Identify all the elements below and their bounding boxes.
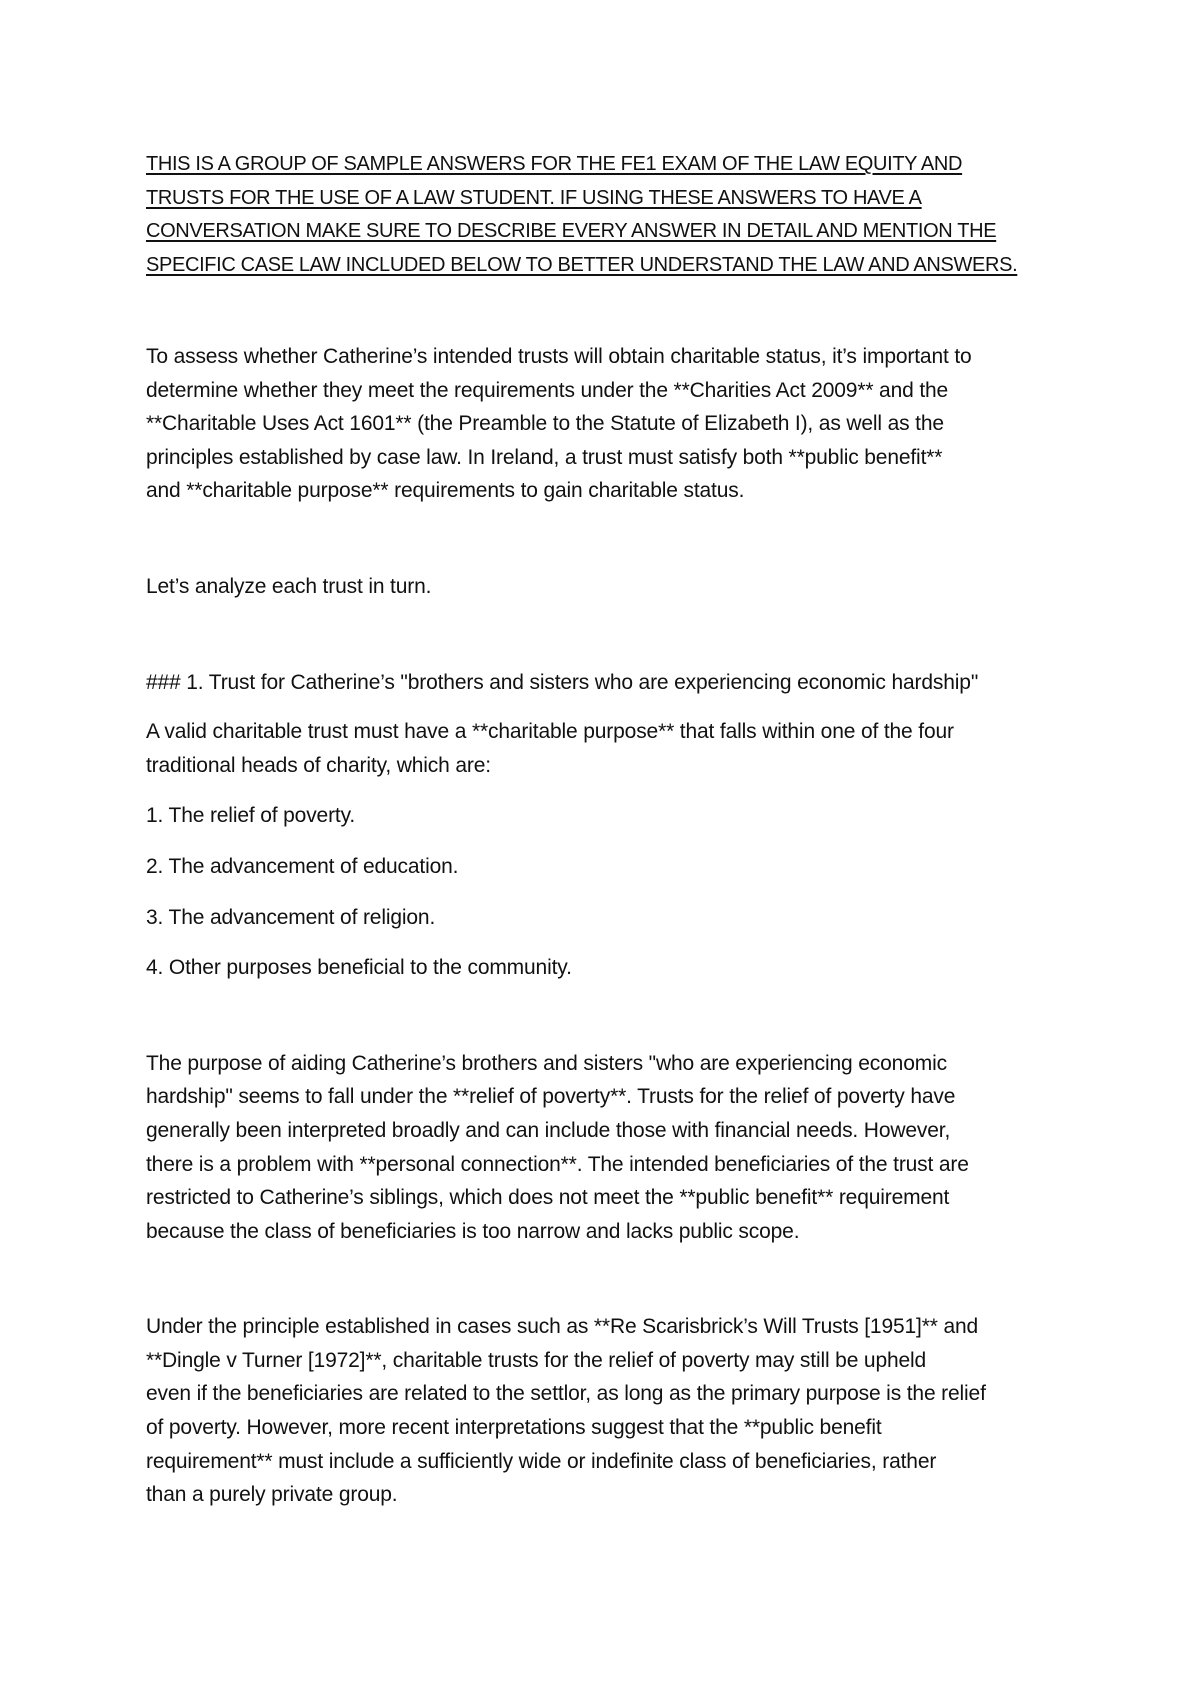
intro-line: **Charitable Uses Act 1601** (the Preamble to the Statute of Elizabeth I), as well as the	[146, 412, 944, 436]
heading-line: SPECIFIC CASE LAW INCLUDED BELOW TO BETTER UNDERSTAND THE LAW AND ANSWERS.	[146, 253, 1018, 276]
intro-line: and **charitable purpose** requirements to gain charitable status.	[146, 479, 745, 503]
principle-line: than a purely private group.	[146, 1483, 398, 1507]
aiding-line: restricted to Catherine’s siblings, which does not meet the **public benefit** requirement	[146, 1186, 950, 1210]
principle-line: of poverty. However, more recent interpretations suggest that the **public benefit	[146, 1416, 882, 1440]
intro-line: principles established by case law. In Ireland, a trust must satisfy both **public benefit**	[146, 445, 943, 469]
spacer	[146, 884, 1076, 901]
spacer	[146, 1248, 1076, 1310]
principle-line: Under the principle established in cases such as **Re Scarisbrick’s Will Trusts [1951]** and	[146, 1315, 979, 1339]
heading-line: TRUSTS FOR THE USE OF A LAW STUDENT. IF USING THESE ANSWERS TO HAVE A	[146, 186, 922, 209]
spacer	[146, 985, 1076, 1047]
intro-line: To assess whether Catherine’s intended trusts will obtain charitable status, it’s important to	[146, 345, 972, 368]
principle-line: even if the beneficiaries are related to the settlor, as long as the primary purpose is the relief	[146, 1382, 986, 1406]
spacer	[146, 699, 1076, 715]
list-item: 2. The advancement of education.	[146, 854, 459, 878]
document-body	[146, 148, 1076, 1512]
section-heading-line: ### 1. Trust for Catherine’s "brothers and sisters who are experiencing economic hardship"	[146, 670, 979, 694]
aiding-line: there is a problem with **personal connection**. The intended beneficiaries of the trust are	[146, 1152, 969, 1176]
aiding-line: because the class of beneficiaries is too narrow and lacks public scope.	[146, 1219, 800, 1243]
aiding-paragraph	[146, 1047, 1076, 1249]
analyze-paragraph	[146, 570, 1076, 604]
spacer	[146, 934, 1076, 951]
list-item: 1. The relief of poverty.	[146, 804, 356, 828]
list-item: 4. Other purposes beneficial to the community.	[146, 956, 572, 980]
spacer	[146, 604, 1076, 666]
heading-line: THIS IS A GROUP OF SAMPLE ANSWERS FOR THE FE1 EXAM OF THE LAW EQUITY AND	[146, 153, 963, 175]
aiding-line: hardship" seems to fall under the **relief of poverty**. Trusts for the relief of poverty have	[146, 1085, 956, 1109]
list-item: 3. The advancement of religion.	[146, 905, 436, 929]
section-heading	[146, 666, 1076, 700]
spacer	[146, 508, 1076, 570]
aiding-line: generally been interpreted broadly and can include those with financial needs. However,	[146, 1118, 951, 1142]
purpose-line: A valid charitable trust must have a **charitable purpose** that falls within one of the four	[146, 720, 954, 744]
document-heading	[146, 148, 1076, 282]
spacer	[146, 282, 1076, 340]
aiding-line: The purpose of aiding Catherine’s brothers and sisters "who are experiencing economic	[146, 1051, 947, 1075]
intro-line: determine whether they meet the requirements under the **Charities Act 2009** and the	[146, 378, 949, 402]
heading-line: CONVERSATION MAKE SURE TO DESCRIBE EVERY ANSWER IN DETAIL AND MENTION THE	[146, 220, 997, 242]
purpose-line: traditional heads of charity, which are:	[146, 753, 491, 777]
purpose-paragraph	[146, 715, 1076, 782]
principle-line: **Dingle v Turner [1972]**, charitable trusts for the relief of poverty may still be upheld	[146, 1348, 927, 1372]
principle-paragraph	[146, 1310, 1076, 1512]
intro-paragraph	[146, 340, 1076, 508]
analyze-line: Let’s analyze each trust in turn.	[146, 574, 432, 598]
spacer	[146, 782, 1076, 799]
spacer	[146, 833, 1076, 850]
principle-line: requirement** must include a sufficiently wide or indefinite class of beneficiaries, rather	[146, 1449, 937, 1473]
